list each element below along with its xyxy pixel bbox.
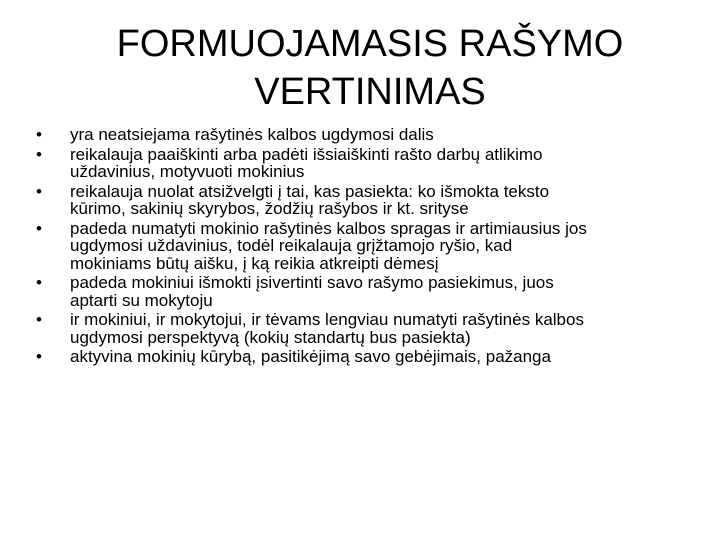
bullet-dot: • xyxy=(36,310,42,329)
bullet-dot: • xyxy=(36,273,42,292)
slide-title-line: FORMUOJAMASIS RAŠYMO xyxy=(116,23,624,65)
bullet-dot: • xyxy=(36,125,42,144)
bullet-text-line: padeda numatyti mokinio rašytinės kalbos spragas ir artimiausius jos xyxy=(70,218,587,238)
bullet-dot: • xyxy=(36,144,42,164)
slide-title xyxy=(40,20,680,116)
bullet-text-line: kūrimo, sakinių skyrybos, žodžių rašybos ir kt. srityse xyxy=(70,199,469,218)
bullet-text-line: yra neatsiejama rašytinės kalbos ugdymosi dalis xyxy=(70,125,434,144)
bullet-item xyxy=(36,220,696,273)
bullet-dot: • xyxy=(36,181,42,201)
bullet-text-line: ugdymosi uždavinius, todėl reikalauja grįžtamojo ryšio, kad xyxy=(70,236,513,255)
bullet-item xyxy=(36,183,696,218)
bullet-text-line: padeda mokiniui išmokti įsivertinti savo rašymo pasiekimus, juos xyxy=(70,273,554,292)
bullet-text-line: ugdymosi perspektyvą (kokių standartų bus pasiekta) xyxy=(70,327,471,347)
bullet-item xyxy=(36,126,696,144)
bullet-text-line: ir mokiniui, ir mokytojui, ir tėvams lengviau numatyti rašytinės kalbos xyxy=(70,310,584,329)
slide-title-line: VERTINIMAS xyxy=(254,71,486,113)
bullet-text-line: aptarti su mokytoju xyxy=(70,290,213,310)
bullet-item xyxy=(36,311,696,346)
bullet-list xyxy=(36,126,696,368)
bullet-text-line: reikalauja paaiškinti arba padėti išsiaiškinti rašto darbų atlikimo xyxy=(70,144,543,164)
bullet-dot: • xyxy=(36,347,42,366)
bullet-text-line: aktyvina mokinių kūrybą, pasitikėjimą savo gebėjimais, pažanga xyxy=(70,347,551,366)
bullet-text-line: uždavinius, motyvuoti mokinius xyxy=(70,162,305,181)
bullet-text-line: mokiniams būtų aišku, į ką reikia atkreipti dėmesį xyxy=(70,253,439,273)
bullet-dot: • xyxy=(36,218,42,238)
bullet-text-line: reikalauja nuolat atsižvelgti į tai, kas pasiekta: ko išmokta teksto xyxy=(70,181,550,201)
bullet-item xyxy=(36,348,696,366)
bullet-item xyxy=(36,146,696,181)
bullet-item xyxy=(36,274,696,309)
